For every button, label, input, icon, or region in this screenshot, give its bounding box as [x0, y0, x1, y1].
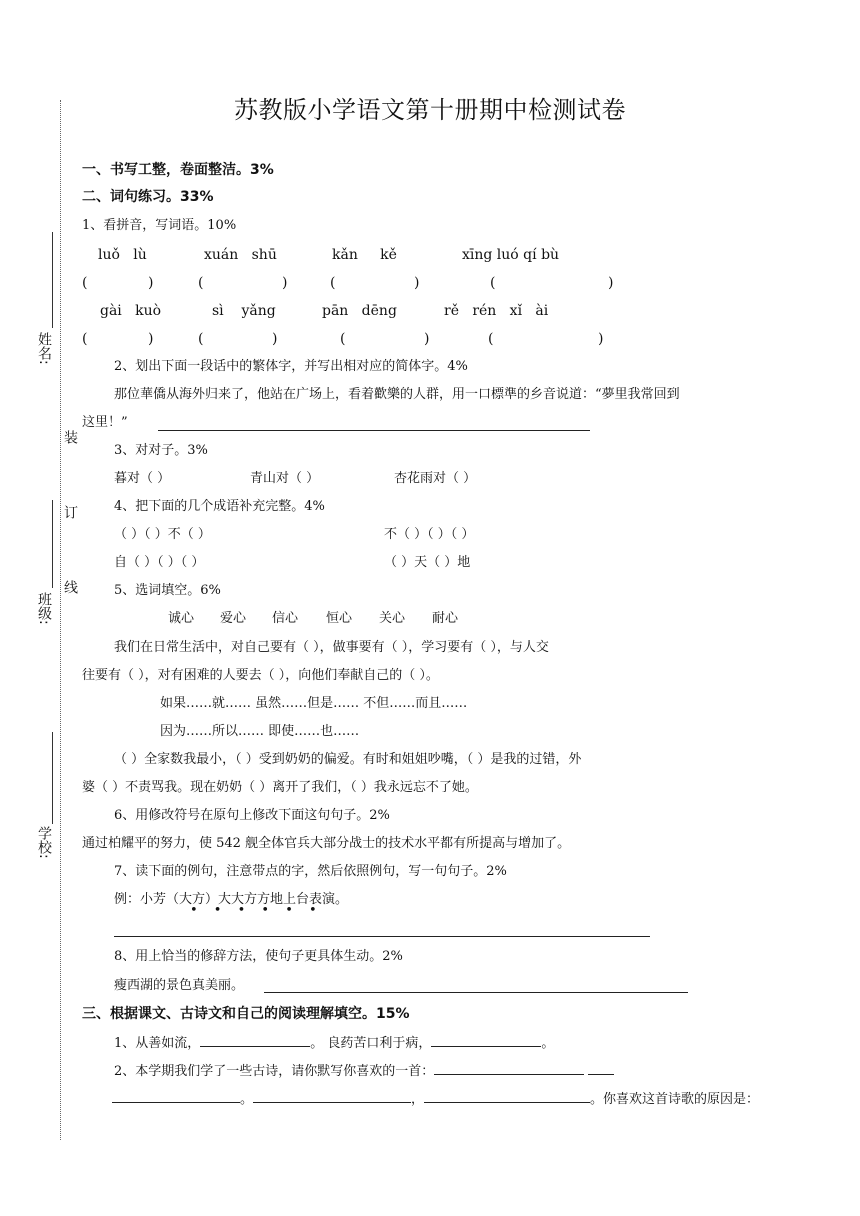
- answer-paren-close: ): [608, 275, 614, 291]
- section-2-heading: 二、词句练习。33%: [82, 189, 214, 205]
- q4-idiom-2[interactable]: 不（ ）（ ）（ ）: [384, 527, 475, 542]
- q3-item-3[interactable]: 杏花雨对（ ）: [394, 471, 477, 486]
- answer-paren-open[interactable]: (: [82, 331, 88, 347]
- q3-item-2[interactable]: 青山对（ ）: [250, 471, 320, 486]
- section-3-heading: 三、根据课文、古诗文和自己的阅读理解填空。15%: [82, 1006, 410, 1022]
- answer-paren-close: ): [424, 331, 430, 347]
- s3-q2-line2: [112, 1088, 759, 1110]
- answer-paren-close: ): [272, 331, 278, 347]
- s3-q2-blank-3[interactable]: [424, 1088, 590, 1103]
- q5-conjunctions-1: 如果……就…… 虽然……但是…… 不但……而且……: [160, 696, 468, 711]
- s3-q2-part-d: 。你喜欢这首诗歌的原因是：: [590, 1092, 760, 1107]
- school-label: 学校:: [36, 826, 52, 859]
- s3-q2-line1: [114, 1060, 614, 1082]
- q6-title: 6、用修改符号在原句上修改下面这句句子。2%: [114, 808, 390, 823]
- pinyin-8: rě rén xǐ ài: [444, 303, 549, 319]
- q6-sentence[interactable]: 通过柏耀平的努力，使 542 舰全体官兵大部分战士的技术水平都有所提高与增加了。: [82, 836, 571, 851]
- q1-title: 1、看拼音，写词语。10%: [82, 218, 237, 233]
- binding-dotted-line: [60, 100, 61, 1140]
- s3-q1-blank-2[interactable]: [431, 1032, 541, 1047]
- q5-word-6: 耐心: [432, 611, 459, 626]
- answer-paren-open[interactable]: (: [488, 331, 494, 347]
- answer-paren-open[interactable]: (: [330, 275, 336, 291]
- q4-idiom-3[interactable]: 自（ ）（ ）（ ）: [114, 555, 205, 570]
- q4-idiom-1[interactable]: （ ）（ ）不（ ）: [114, 527, 211, 542]
- answer-paren-close: ): [148, 331, 154, 347]
- q5-word-5: 关心: [379, 611, 406, 626]
- answer-paren-open[interactable]: (: [490, 275, 496, 291]
- binding-mark-ding: 订: [62, 505, 78, 519]
- s3-q1-blank-1[interactable]: [200, 1032, 310, 1047]
- s3-q2-comma: ，: [411, 1092, 425, 1107]
- s3-q1: [114, 1032, 554, 1054]
- q4-idiom-4[interactable]: （ ）天（ ）地: [384, 555, 471, 570]
- answer-paren-close: ): [598, 331, 604, 347]
- q7-example: 例：小芳（大方）大大方方地上台表演。: [114, 892, 349, 907]
- answer-paren-close: ): [148, 275, 154, 291]
- q2-answer-line[interactable]: [158, 430, 590, 431]
- s3-q1-part-a: 1、从善如流，: [114, 1036, 201, 1051]
- name-blank-line[interactable]: [52, 232, 53, 328]
- pinyin-7: pān dēng: [322, 303, 397, 319]
- answer-paren-open[interactable]: (: [198, 331, 204, 347]
- answer-paren-close: ): [414, 275, 420, 291]
- pinyin-2: xuán shū: [204, 247, 277, 263]
- s3-q1-part-b: 。 良药苦口利于病，: [310, 1036, 432, 1051]
- s3-q2-part-a: 2、本学期我们学了一些古诗，请你默写你喜欢的一首：: [114, 1064, 435, 1079]
- q8-sentence: 瘦西湖的景色真美丽。: [114, 978, 245, 993]
- q5-word-1: 诚心: [168, 611, 195, 626]
- s3-q2-blank-title[interactable]: [434, 1060, 584, 1075]
- q4-title: 4、把下面的几个成语补充完整。4%: [114, 499, 325, 514]
- q3-title: 3、对对子。3%: [114, 443, 208, 458]
- page-title: 苏教版小学语文第十册期中检测试卷: [234, 96, 626, 124]
- q5-paragraph-2b[interactable]: 婆（ ）不责骂我。现在奶奶（ ）离开了我们，（ ）我永远忘不了她。: [82, 780, 478, 795]
- answer-paren-open[interactable]: (: [198, 275, 204, 291]
- emphasis-dots: • • • • • •: [190, 903, 323, 918]
- q5-paragraph-2a[interactable]: （ ）全家数我最小，（ ）受到奶奶的偏爱。有时和姐姐吵嘴，（ ）是我的过错，外: [114, 752, 582, 767]
- pinyin-1: luǒ lù: [98, 247, 147, 263]
- s3-q2-period: 。: [240, 1092, 254, 1107]
- q8-answer-line[interactable]: [264, 992, 688, 993]
- q5-word-2: 爱心: [220, 611, 247, 626]
- q2-passage-line2: 这里！”: [82, 415, 128, 430]
- q7-title: 7、读下面的例句，注意带点的字，然后依照例句，写一句句子。2%: [114, 864, 507, 879]
- s3-q1-part-c: 。: [541, 1036, 555, 1051]
- s3-q2-blank-1[interactable]: [112, 1088, 240, 1103]
- binding-mark-xian: 线: [62, 580, 78, 594]
- name-label: 姓名:: [36, 332, 52, 365]
- q5-paragraph-1b[interactable]: 往要有（ ），对有困难的人要去（ ），向他们奉献自己的（ ）。: [82, 668, 439, 683]
- s3-q2-blank-title-cont[interactable]: [588, 1060, 614, 1075]
- answer-paren-open[interactable]: (: [340, 331, 346, 347]
- class-label: 班级:: [36, 592, 52, 625]
- q5-conjunctions-2: 因为……所以…… 即使……也……: [160, 724, 360, 739]
- q5-word-4: 恒心: [326, 611, 353, 626]
- answer-paren-close: ): [282, 275, 288, 291]
- binding-mark-zhuang: 装: [62, 430, 78, 444]
- q3-item-1[interactable]: 暮对（ ）: [114, 471, 171, 486]
- school-blank-line[interactable]: [52, 732, 53, 824]
- answer-paren-open[interactable]: (: [82, 275, 88, 291]
- q2-passage-line1: 那位華僑从海外归来了，他站在广场上，看着歡樂的人群，用一口標準的乡音说道：“夢里我常回到: [114, 387, 680, 402]
- q7-answer-line[interactable]: [114, 936, 650, 937]
- section-1-heading: 一、书写工整，卷面整洁。3%: [82, 162, 274, 178]
- pinyin-4: xīng luó qí bù: [462, 247, 560, 263]
- pinyin-6: sì yǎng: [212, 303, 276, 319]
- q5-title: 5、选词填空。6%: [114, 583, 221, 598]
- pinyin-5: gài kuò: [100, 303, 162, 319]
- q2-title: 2、划出下面一段话中的繁体字，并写出相对应的简体字。4%: [114, 359, 468, 374]
- q5-paragraph-1a[interactable]: 我们在日常生活中，对自己要有（ ），做事要有（ ），学习要有（ ），与人交: [114, 640, 549, 655]
- q8-title: 8、用上恰当的修辞方法，使句子更具体生动。2%: [114, 949, 403, 964]
- pinyin-3: kǎn kě: [332, 247, 397, 263]
- q5-word-3: 信心: [272, 611, 299, 626]
- class-blank-line[interactable]: [52, 500, 53, 588]
- s3-q2-blank-2[interactable]: [253, 1088, 411, 1103]
